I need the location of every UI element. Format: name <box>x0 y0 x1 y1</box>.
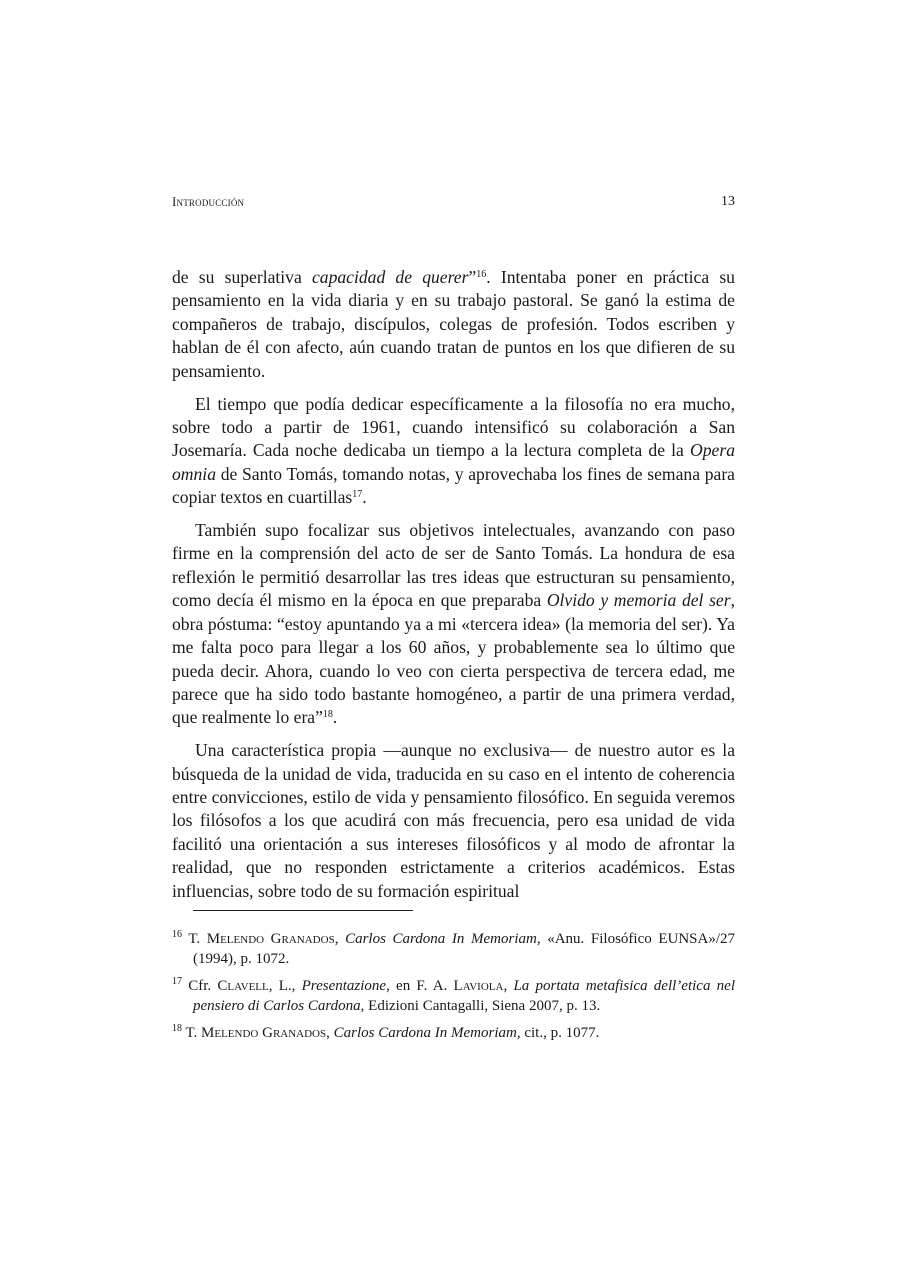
text-run: Melendo Granados <box>201 1025 327 1041</box>
page-header <box>172 194 735 210</box>
paragraph <box>172 519 735 730</box>
footnote <box>172 930 735 969</box>
text-run: . Intentaba poner en práctica su pensamiento en la vida diaria y en su trabajo pastoral. Se ganó la estima de compañeros de trabajo, discípulos, colegas de profesión. Todos escriben y hablan de él con afecto, aún cuando tratan de puntos en los que difieren de su pensamiento. <box>172 267 735 381</box>
text-run: Una característica propia —aunque no exclusiva— de nuestro autor es la búsqueda de la unidad de vida, traducida en su caso en el intento de coherencia entre convicciones, estilo de vida y pensamiento filosófico. En seguida veremos los filósofos a los que acudirá con más frecuencia, pero esa unidad de vida facilitó una orientación a sus intereses filosóficos y al modo de afrontar la realidad, que no responden estrictamente a criterios académicos. Estas influencias, sobre todo de su formación espiritual <box>172 740 735 901</box>
page-number: 13 <box>721 194 735 209</box>
body-text <box>172 266 735 913</box>
footnote-reference: 16 <box>172 929 182 940</box>
paragraph <box>172 393 735 510</box>
footnote-reference: 16 <box>476 269 487 280</box>
text-run: Melendo Granados <box>206 931 335 947</box>
text-run: . <box>332 707 338 728</box>
text-run: Cfr. <box>182 978 218 994</box>
footnote-reference: 18 <box>172 1023 182 1034</box>
footnote-reference: 17 <box>352 489 363 501</box>
text-run: También supo focalizar sus objetivos intelectuales, avanzando con paso firme en la comprensión del acto de ser de Santo Tomás. La hondura de esa reflexión le permitió desarrollar las tres ideas que estructuran su pensamiento, como decía él mismo en la época en que preparaba <box>172 520 735 611</box>
text-run: , en F. A. <box>386 978 454 994</box>
text-run: T. <box>182 931 207 947</box>
text-run: Carlos Cardona In Memoriam <box>333 1025 517 1041</box>
text-run: Laviola <box>453 978 504 994</box>
text-run: , <box>334 931 346 947</box>
text-run: capacidad de querer <box>311 267 469 287</box>
text-run: de su superlativa <box>172 267 312 287</box>
text-run: El tiempo que podía dedicar específicamente a la filosofía no era mucho, sobre todo a partir de 1961, cuando intensificó su colaboración a San Josemaría. Cada noche dedicaba un tiempo a la lectura completa de la <box>172 393 735 461</box>
text-run: , obra póstuma: “estoy apuntando ya a mi «tercera idea» (la memoria del ser). Ya me falta poco para llegar a los 60 años, y probablemente sea lo último que pueda decir. Ahora, cuando lo veo con cierta perspectiva de tercera edad, me parece que ha sido todo bastante homogéneo, a partir de una primera verdad, que realmente lo era” <box>172 590 735 728</box>
footnote-reference: 18 <box>322 709 333 721</box>
paragraph <box>172 739 735 903</box>
text-run: La portata metafisica dell’etica nel pensiero di Carlos Cardona <box>193 978 735 1014</box>
paragraph <box>172 266 735 383</box>
text-run: , <box>503 978 514 994</box>
text-run: , «Anu. Filosófico EUNSA»/27 (1994), p. 1072. <box>193 931 736 967</box>
footnote-reference: 17 <box>172 976 182 987</box>
text-run: Olvido y memoria del ser <box>546 590 731 611</box>
text-run: Carlos Cardona In Memoriam <box>345 931 537 947</box>
text-run: T. <box>182 1025 202 1041</box>
footnote <box>172 1024 735 1044</box>
text-run: Opera omnia <box>172 440 735 484</box>
text-run: , <box>326 1025 334 1041</box>
text-run: , Edizioni Cantagalli, Siena 2007, p. 13. <box>360 997 601 1014</box>
text-run: . <box>362 487 367 508</box>
text-run: , cit., p. 1077. <box>516 1025 600 1041</box>
text-run: , L., <box>268 978 302 994</box>
text-run: de Santo Tomás, tomando notas, y aprovechaba los fines de semana para copiar textos en cuartillas <box>172 463 735 508</box>
text-run: Presentazione <box>301 978 387 994</box>
running-title: Introducción <box>172 194 245 209</box>
text-run: Clavell <box>217 978 269 994</box>
text-run: ” <box>468 267 477 287</box>
footnotes <box>172 930 735 1052</box>
footnote <box>172 977 735 1016</box>
footnote-separator <box>193 910 413 911</box>
